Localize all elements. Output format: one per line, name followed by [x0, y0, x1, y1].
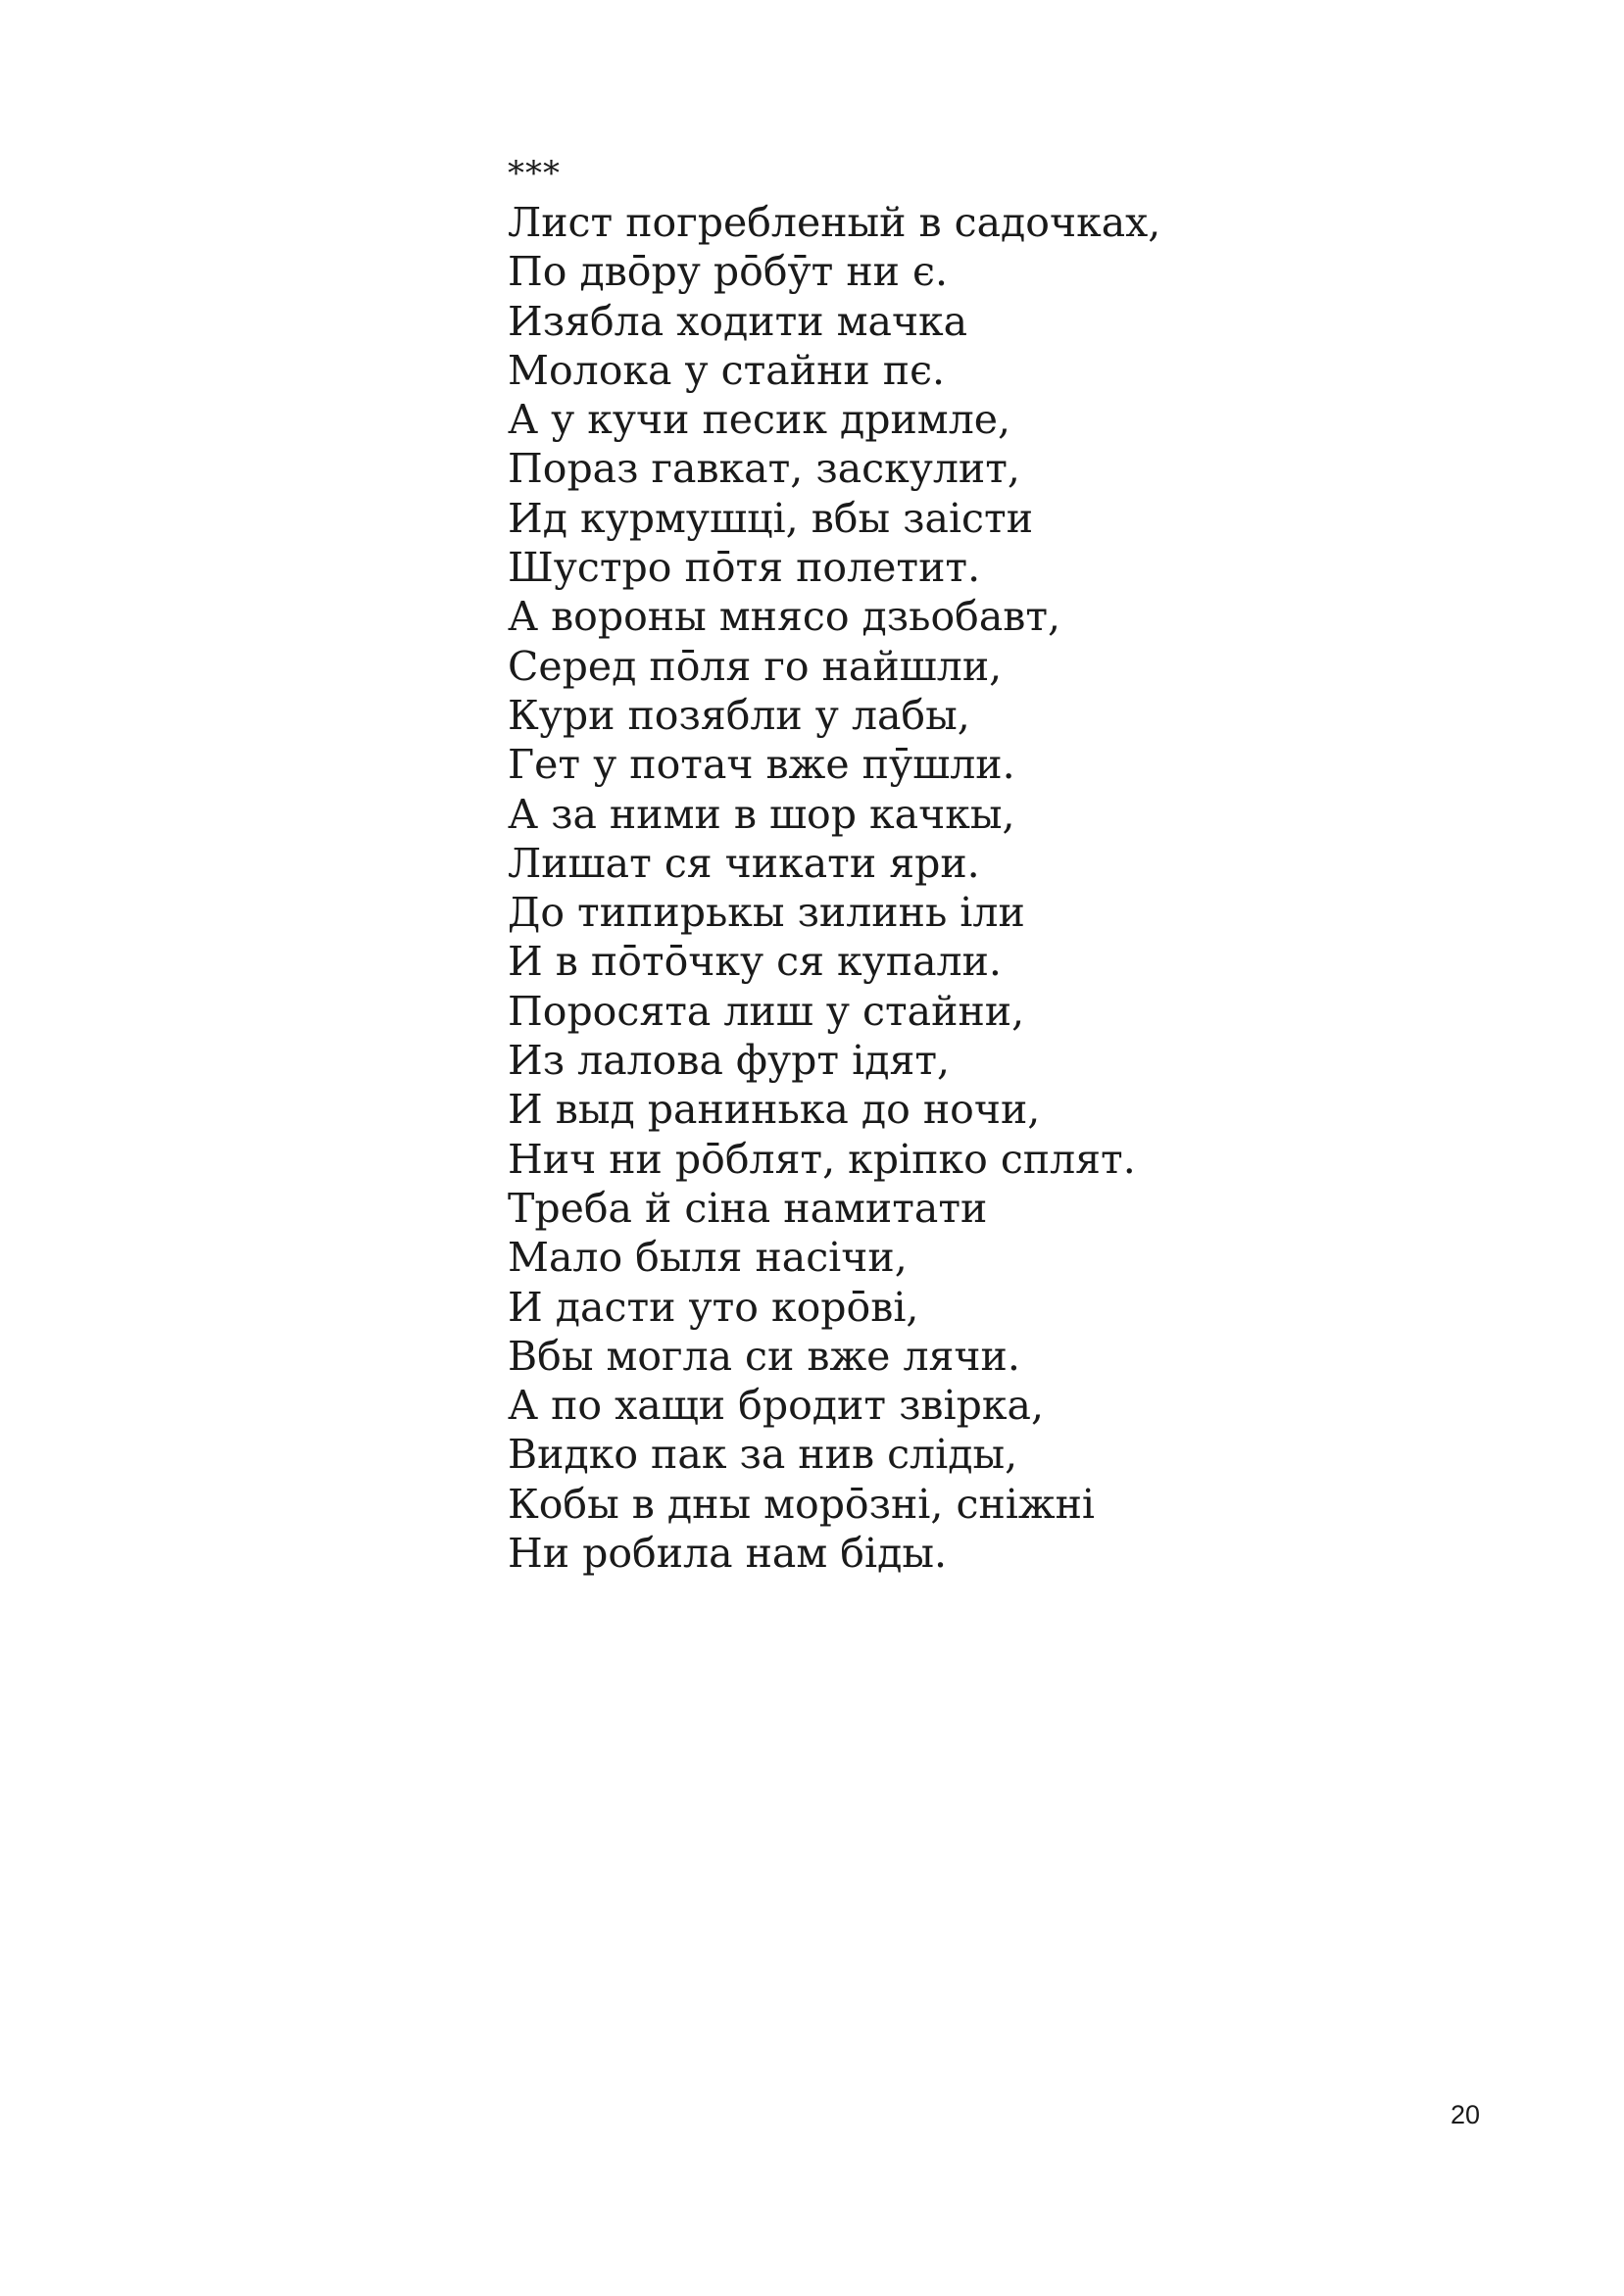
poem-line: А вороны мнясо дзьобавт,: [508, 593, 1061, 641]
poem-line: Ни робила нам біды.: [508, 1530, 947, 1578]
poem-separator: ***: [508, 154, 561, 193]
poem-line: До типирькы зилинь іли: [508, 889, 1025, 937]
poem-line: Шустро пōтя полетит.: [508, 544, 981, 592]
poem-line: Поросята лиш у стайни,: [508, 987, 1025, 1035]
poem-line: Серед пōля го найшли,: [508, 642, 1003, 690]
poem-line: Треба й сіна намитати: [508, 1184, 988, 1232]
poem-line: По двōру рōбӯт ни є.: [508, 248, 949, 296]
poem-line: А по хащи бродит звірка,: [508, 1382, 1044, 1430]
poem-line: Гет у потач вже пӯшли.: [508, 741, 1015, 789]
poem-line: И выд ранинька до ночи,: [508, 1086, 1041, 1134]
poem-line: Молока у стайни пє.: [508, 346, 946, 394]
poem-line: Пораз гавкат, заскулит,: [508, 445, 1020, 493]
poem-line: Лист погребленый в садочках,: [508, 199, 1161, 246]
poem-line: И в пōтōчку ся купали.: [508, 938, 1002, 986]
poem-line: Мало быля насічи,: [508, 1234, 908, 1282]
poem-line: Лишат ся чикати яри.: [508, 839, 980, 887]
poem-line: Кобы в дны морōзні, сніжні: [508, 1480, 1096, 1528]
poem: [508, 149, 1488, 1578]
poem-line: Изябла ходити мачка: [508, 297, 968, 345]
poem-line: Видко пак за нив сліды,: [508, 1431, 1018, 1479]
poem-line: Кури позябли у лабы,: [508, 691, 970, 739]
poem-line: Нич ни рōблят, кріпко сплят.: [508, 1135, 1136, 1183]
poem-line: Из лалова фурт ідят,: [508, 1037, 951, 1085]
poem-line: Вбы могла си вже лячи.: [508, 1332, 1020, 1380]
page-number: 20: [1451, 2100, 1481, 2129]
poem-line: А у кучи песик дримле,: [508, 396, 1011, 444]
poem-line: Ид курмушці, вбы заісти: [508, 494, 1034, 542]
poem-lines: [508, 198, 1488, 1578]
poem-line: И дасти уто корōві,: [508, 1283, 919, 1331]
poem-line: А за ними в шор качкы,: [508, 790, 1015, 838]
